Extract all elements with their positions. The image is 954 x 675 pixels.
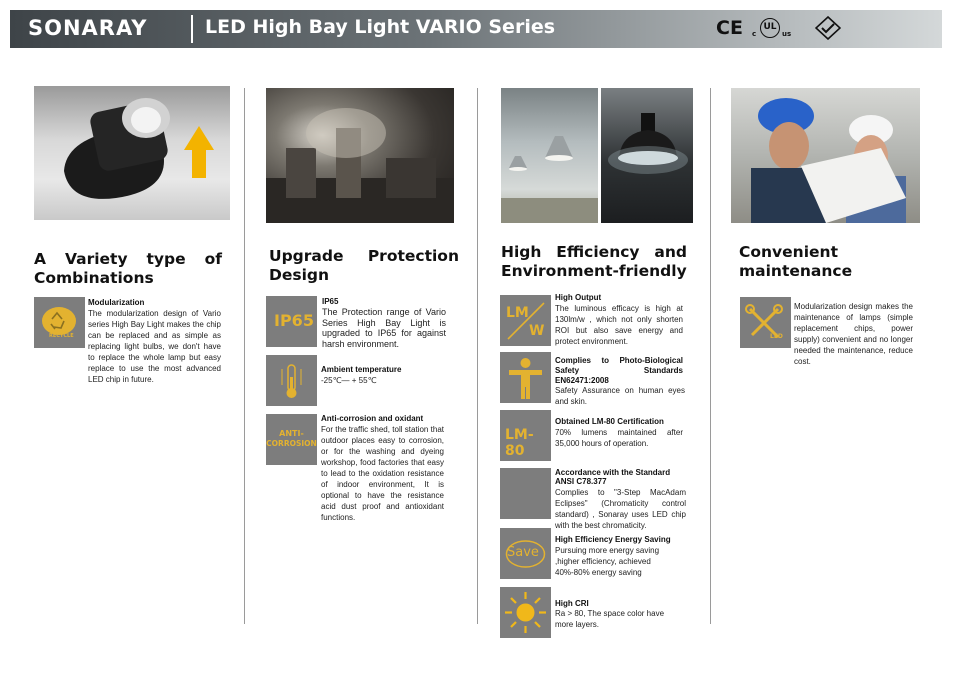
ip65-icon xyxy=(266,296,317,347)
column-divider xyxy=(710,88,711,624)
feature-text: Modularization design makes the maintenance of lamps (simple replacement chips, power supply) convenient and no longer needed the maintenance, reduce cost. xyxy=(794,302,913,366)
maintenance-icon-label: LED xyxy=(770,333,783,340)
lm-w-label-lm: LM xyxy=(506,305,529,321)
ce-mark-icon: CE xyxy=(716,17,743,39)
sun-icon xyxy=(500,587,551,638)
column-divider xyxy=(477,88,478,624)
header-divider xyxy=(191,15,193,43)
warehouse-lights-photo xyxy=(501,88,598,223)
section-title-combinations: A Variety type of Combinations xyxy=(34,250,222,287)
feature-title: Anti-corrosion and oxidant xyxy=(321,414,424,423)
column-divider xyxy=(244,88,245,624)
anti-corrosion-label-1: ANTI- xyxy=(279,429,304,438)
feature-text: Ra > 80, The space color have more layers. xyxy=(555,609,665,629)
industrial-workshop-photo xyxy=(266,88,454,223)
section-title-efficiency: High Efficiency and Environment-friendly xyxy=(501,243,687,280)
section-title-protection: Upgrade Protection Design xyxy=(269,247,459,284)
feature-title: High Efficiency Energy Saving xyxy=(555,535,671,544)
feature-title: High CRI xyxy=(555,599,589,608)
human-figure-icon xyxy=(500,352,551,403)
anti-corrosion-icon xyxy=(266,414,317,465)
save-icon xyxy=(500,528,551,579)
feature-title: High Output xyxy=(555,293,602,302)
feature-text: Pursuing more energy saving ,higher efficiency, achieved 40%-80% energy saving xyxy=(555,546,660,577)
feature-title: Obtained LM-80 Certification xyxy=(555,417,664,426)
ul-ring-label: UL xyxy=(760,18,780,38)
feature-text: Complies to "3-Step MacAdam Eclipses" (Chromaticity control standard) , Sonaray uses LED chip with the best chromaticity. xyxy=(555,488,686,530)
lm-w-label-w: W xyxy=(529,323,545,339)
feature-text: The modularization design of Vario series High Bay Light makes the chip can be replaced and as simple as replacing light bulbs, we don't have to replace the whole lamp but easy replace to use the most advanced LED chip in future. xyxy=(88,309,221,384)
lm-80-icon xyxy=(500,410,551,461)
feature-standard: ANSI C78.377 xyxy=(555,477,607,486)
anti-corrosion-label-2: CORROSION xyxy=(266,439,317,448)
page-title: LED High Bay Light VARIO Series xyxy=(205,16,556,38)
feature-title: IP65 xyxy=(322,297,339,306)
lm-80-icon-label: LM-80 xyxy=(505,427,534,459)
feature-title: Complies to Photo-Biological Safety Standards xyxy=(555,356,683,375)
rcm-mark-icon xyxy=(815,16,841,38)
ul-mark-icon xyxy=(752,16,797,42)
feature-text: The luminous efficacy is high at 130lm/w , which not only shorten ROI but also save energy and protect environment. xyxy=(555,304,683,346)
feature-text: For the traffic shed, toll station that outdoor places easy to corrosion, or for the washing and dyeing workshop, food factories that easy to lead to the oxidation resistance of indoor environment, It is optional to have the resistance acid dust proof and antioxidant functions. xyxy=(321,425,444,522)
feature-text: Safety Assurance on human eyes and skin. xyxy=(555,386,685,406)
ansi-icon xyxy=(500,468,551,519)
header-bar xyxy=(10,10,942,48)
section-title-maintenance: Convenient maintenance xyxy=(739,243,853,280)
ip65-icon-label: IP65 xyxy=(274,311,314,330)
feature-text: -25℃— + 55℃ xyxy=(321,376,377,385)
save-icon-label: Save xyxy=(507,545,539,560)
ul-us-label: us xyxy=(782,30,792,38)
high-bay-lamp-photo xyxy=(34,86,230,220)
brand-logo: SONARAY xyxy=(28,16,148,40)
recycle-icon-label: RECYCLE xyxy=(49,333,74,339)
lit-high-bay-photo xyxy=(601,88,693,223)
engineers-with-blueprint-photo xyxy=(731,88,920,223)
feature-title: Modularization xyxy=(88,298,145,307)
feature-title: Ambient temperature xyxy=(321,365,402,374)
maintenance-tools-icon xyxy=(740,297,791,348)
feature-text: The Protection range of Vario Series High Bay Light is upgraded to IP65 for against harsh environment. xyxy=(322,307,446,349)
feature-standard: EN62471:2008 xyxy=(555,376,609,385)
feature-text: 70% lumens maintained after 35,000 hours of operation. xyxy=(555,428,683,448)
feature-title: Accordance with the Standard xyxy=(555,468,671,477)
lm-w-icon xyxy=(500,295,551,346)
thermometer-icon xyxy=(266,355,317,406)
ul-c-label: c xyxy=(752,30,757,38)
recycle-icon xyxy=(34,297,85,348)
